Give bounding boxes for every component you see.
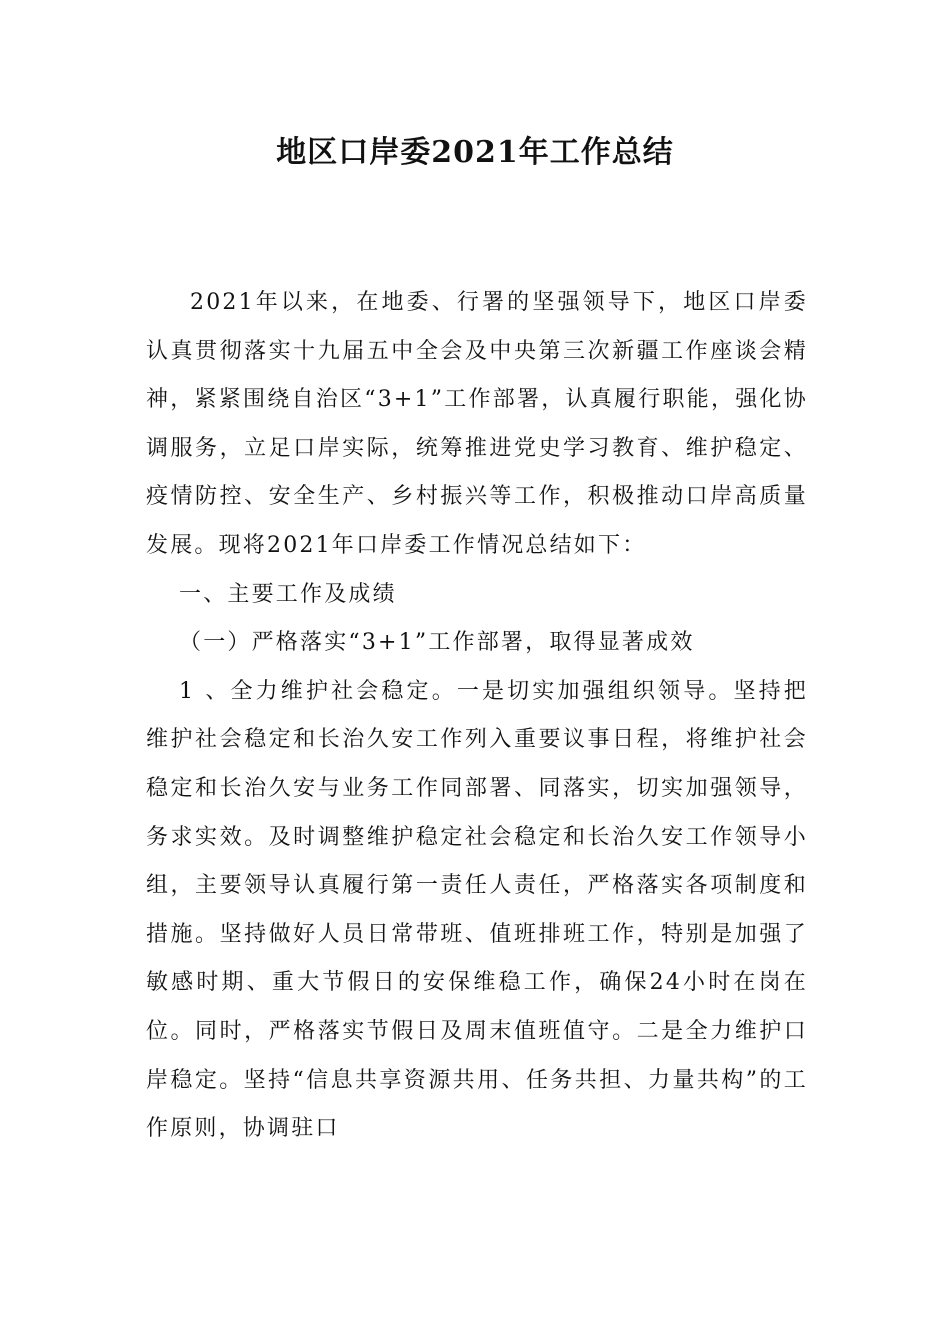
document-body <box>146 279 808 1154</box>
intro-paragraph: 2021年以来，在地委、行署的坚强领导下，地区口岸委认真贯彻落实十九届五中全会及中央第三次新疆工作座谈会精神，紧紧围绕自治区“3+1”工作部署，认真履行职能，强化协调服务，立足口岸实际，统筹推进党史学习教育、维护稳定、疫情防控、安全生产、乡村振兴等工作，积极推动口岸高质量发展。现将2021年口岸委工作情况总结如下： <box>146 290 808 558</box>
subsection-heading: （一）严格落实“3+1”工作部署，取得显著成效 <box>179 630 695 656</box>
section-heading: 一、主要工作及成绩 <box>179 581 397 607</box>
document-title: 地区口岸委2021年工作总结 <box>276 135 674 170</box>
body-paragraph: 1 、全力维护社会稳定。一是切实加强组织领导。坚持把维护社会稳定和长治久安工作列入重要议事日程，将维护社会稳定和长治久安与业务工作同部署、同落实，切实加强领导，务求实效。及时调整维护稳定社会稳定和长治久安工作领导小组，主要领导认真履行第一责任人责任，严格落实各项制度和措施。坚持做好人员日常带班、值班排班工作，特别是加强了敏感时期、重大节假日的安保维稳工作，确保24小时在岗在位。同时，严格落实节假日及周末值班值守。二是全力维护口岸稳定。坚持“信息共享资源共用、任务共担、力量共构”的工作原则，协调驻口 <box>146 678 808 1142</box>
